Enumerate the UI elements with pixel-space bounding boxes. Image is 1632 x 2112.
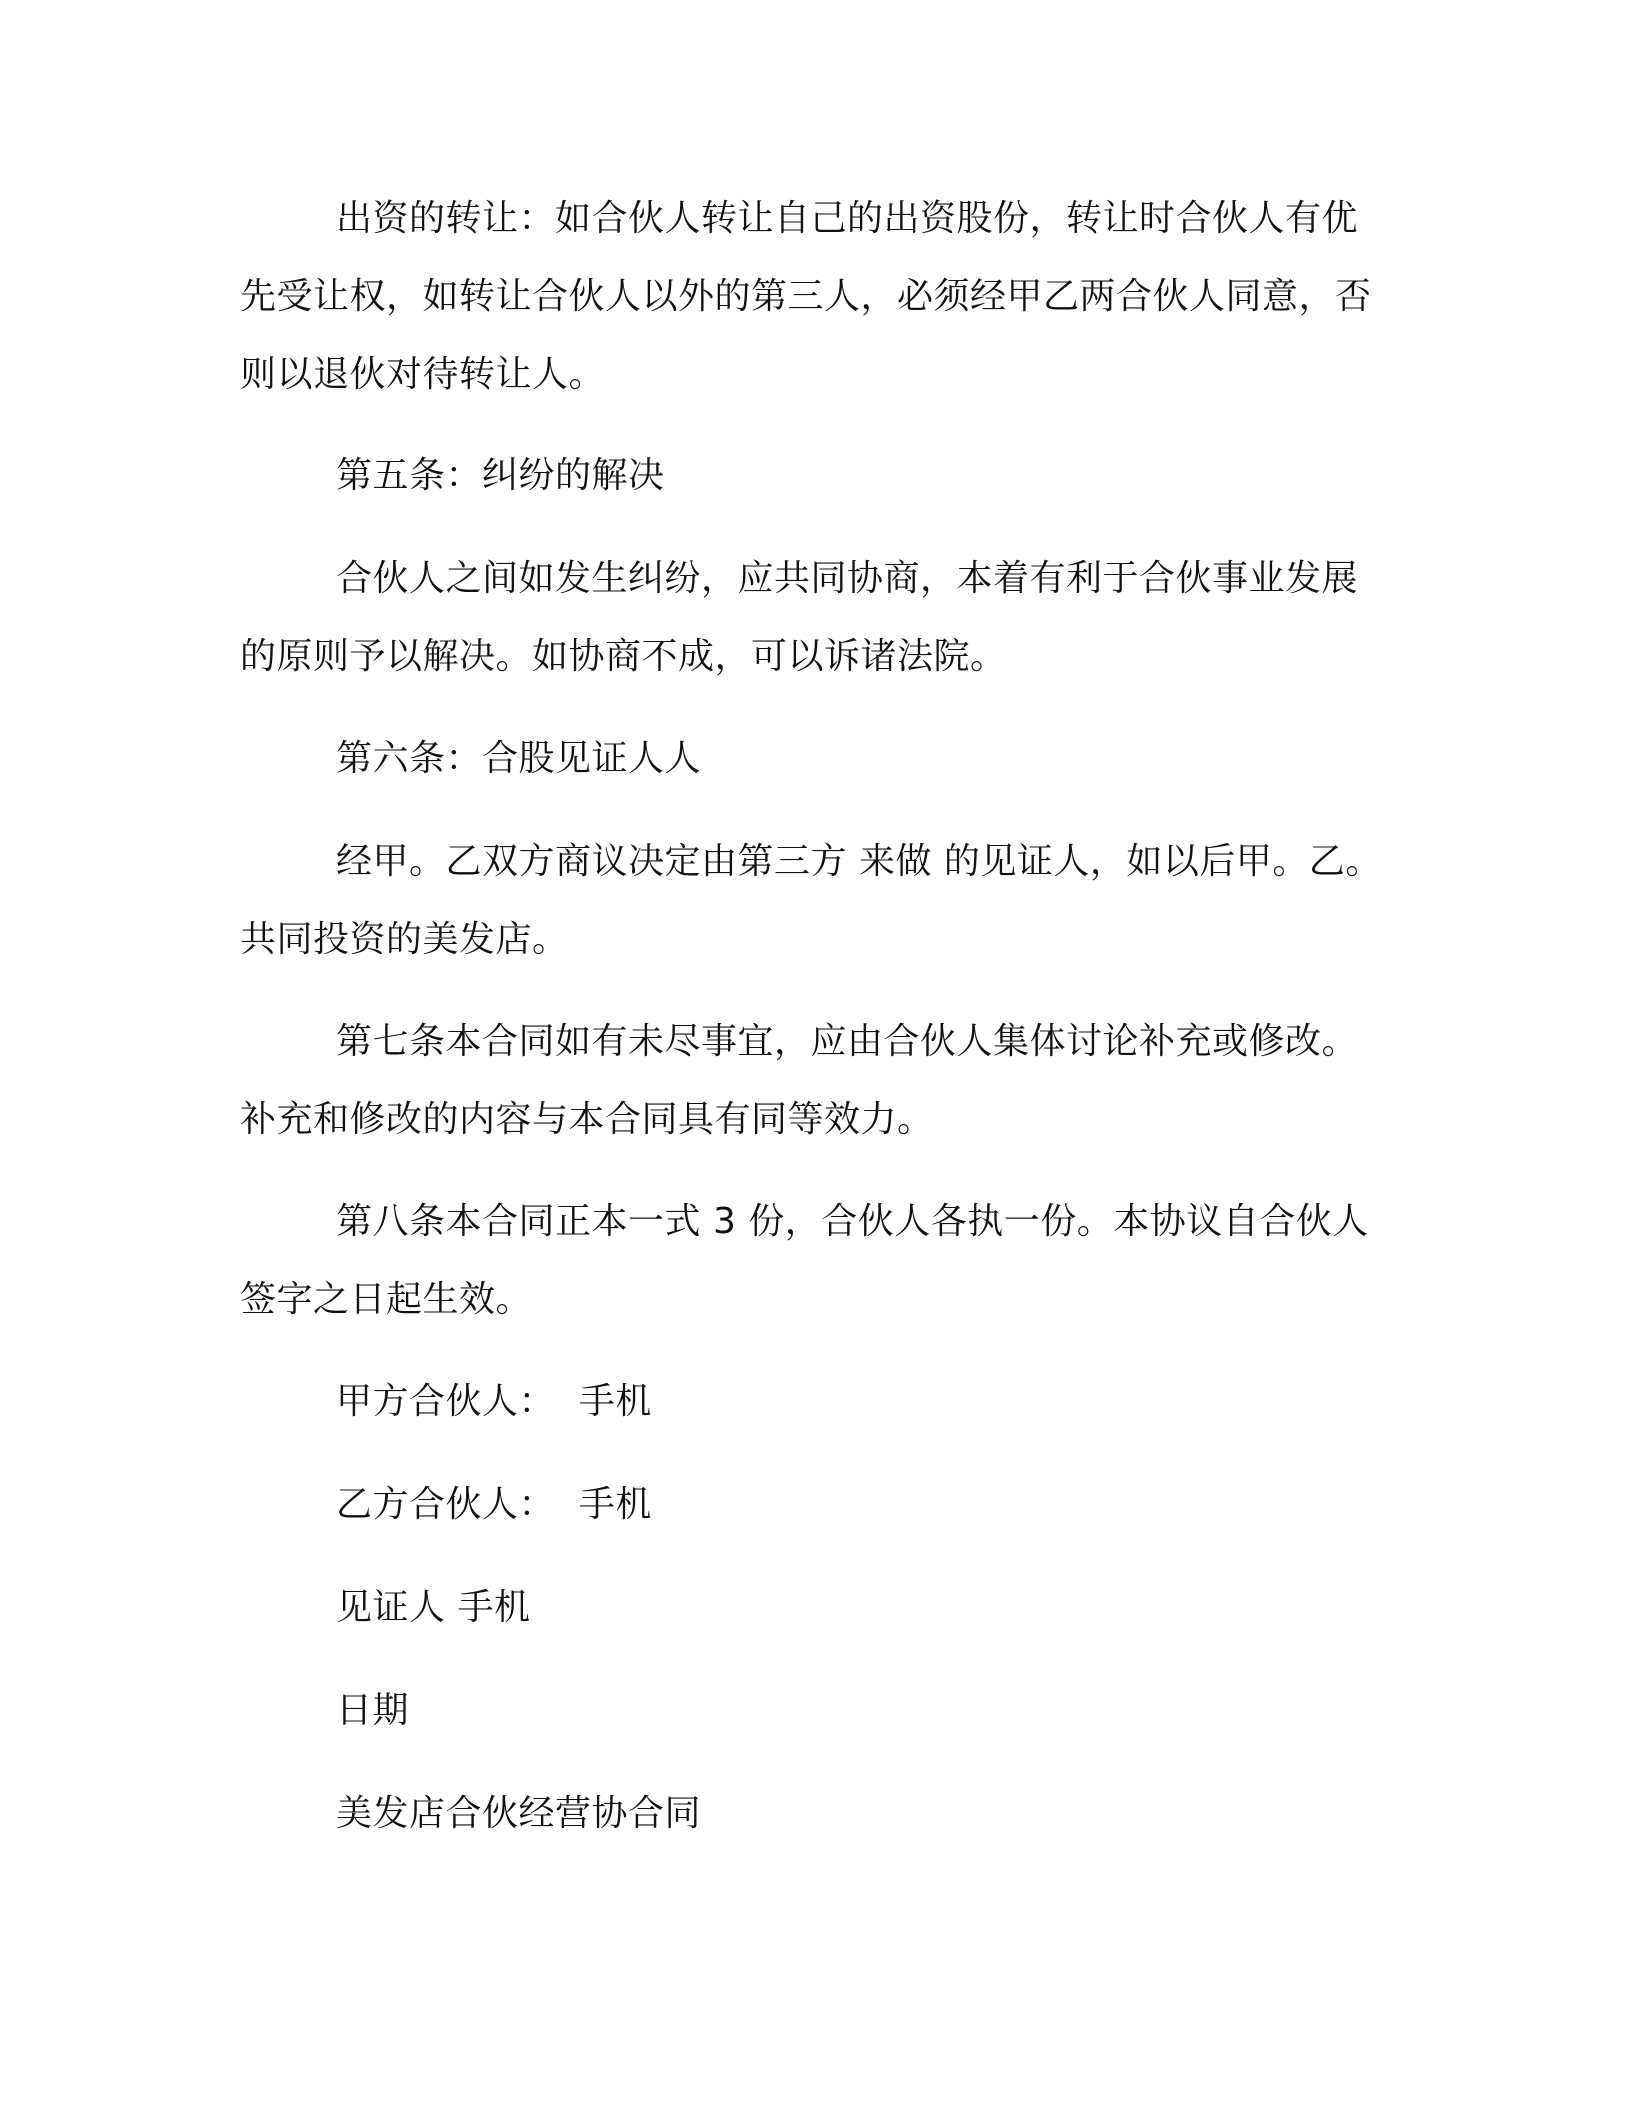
signature-party-a: 甲方合伙人： 手机 — [336, 1381, 652, 1422]
paragraph-article-7: 第七条本合同如有未尽事宜，应由合伙人集体讨论补充或修改。补充和修改的内容与本合同具有同等效力。 — [240, 1021, 1359, 1140]
heading-article-5: 第五条：纠纷的解决 — [336, 455, 665, 496]
paragraph-article-8: 第八条本合同正本一式 3 份，合伙人各执一份。本协议自合伙人签字之日起生效。 — [240, 1201, 1369, 1320]
paragraph-capital-transfer: 出资的转让：如合伙人转让自己的出资股份，转让时合伙人有优先受让权，如转让合伙人以外的第三人，必须经甲乙两合伙人同意，否则以退伙对待转让人。 — [240, 198, 1372, 395]
signature-party-b: 乙方合伙人： 手机 — [336, 1484, 652, 1525]
paragraph-witness-decision: 经甲。乙双方商议决定由第三方 来做 的见证人，如以后甲。乙。共同投资的美发店。 — [240, 841, 1382, 960]
document-title-footer: 美发店合伙经营协合同 — [336, 1793, 702, 1834]
signature-witness: 见证人 手机 — [336, 1587, 531, 1628]
heading-article-6: 第六条：合股见证人人 — [336, 738, 702, 779]
paragraph-dispute-resolution: 合伙人之间如发生纠纷，应共同协商，本着有利于合伙事业发展的原则予以解决。如协商不成，可以诉诸法院。 — [240, 558, 1359, 677]
signature-date: 日期 — [336, 1690, 410, 1731]
